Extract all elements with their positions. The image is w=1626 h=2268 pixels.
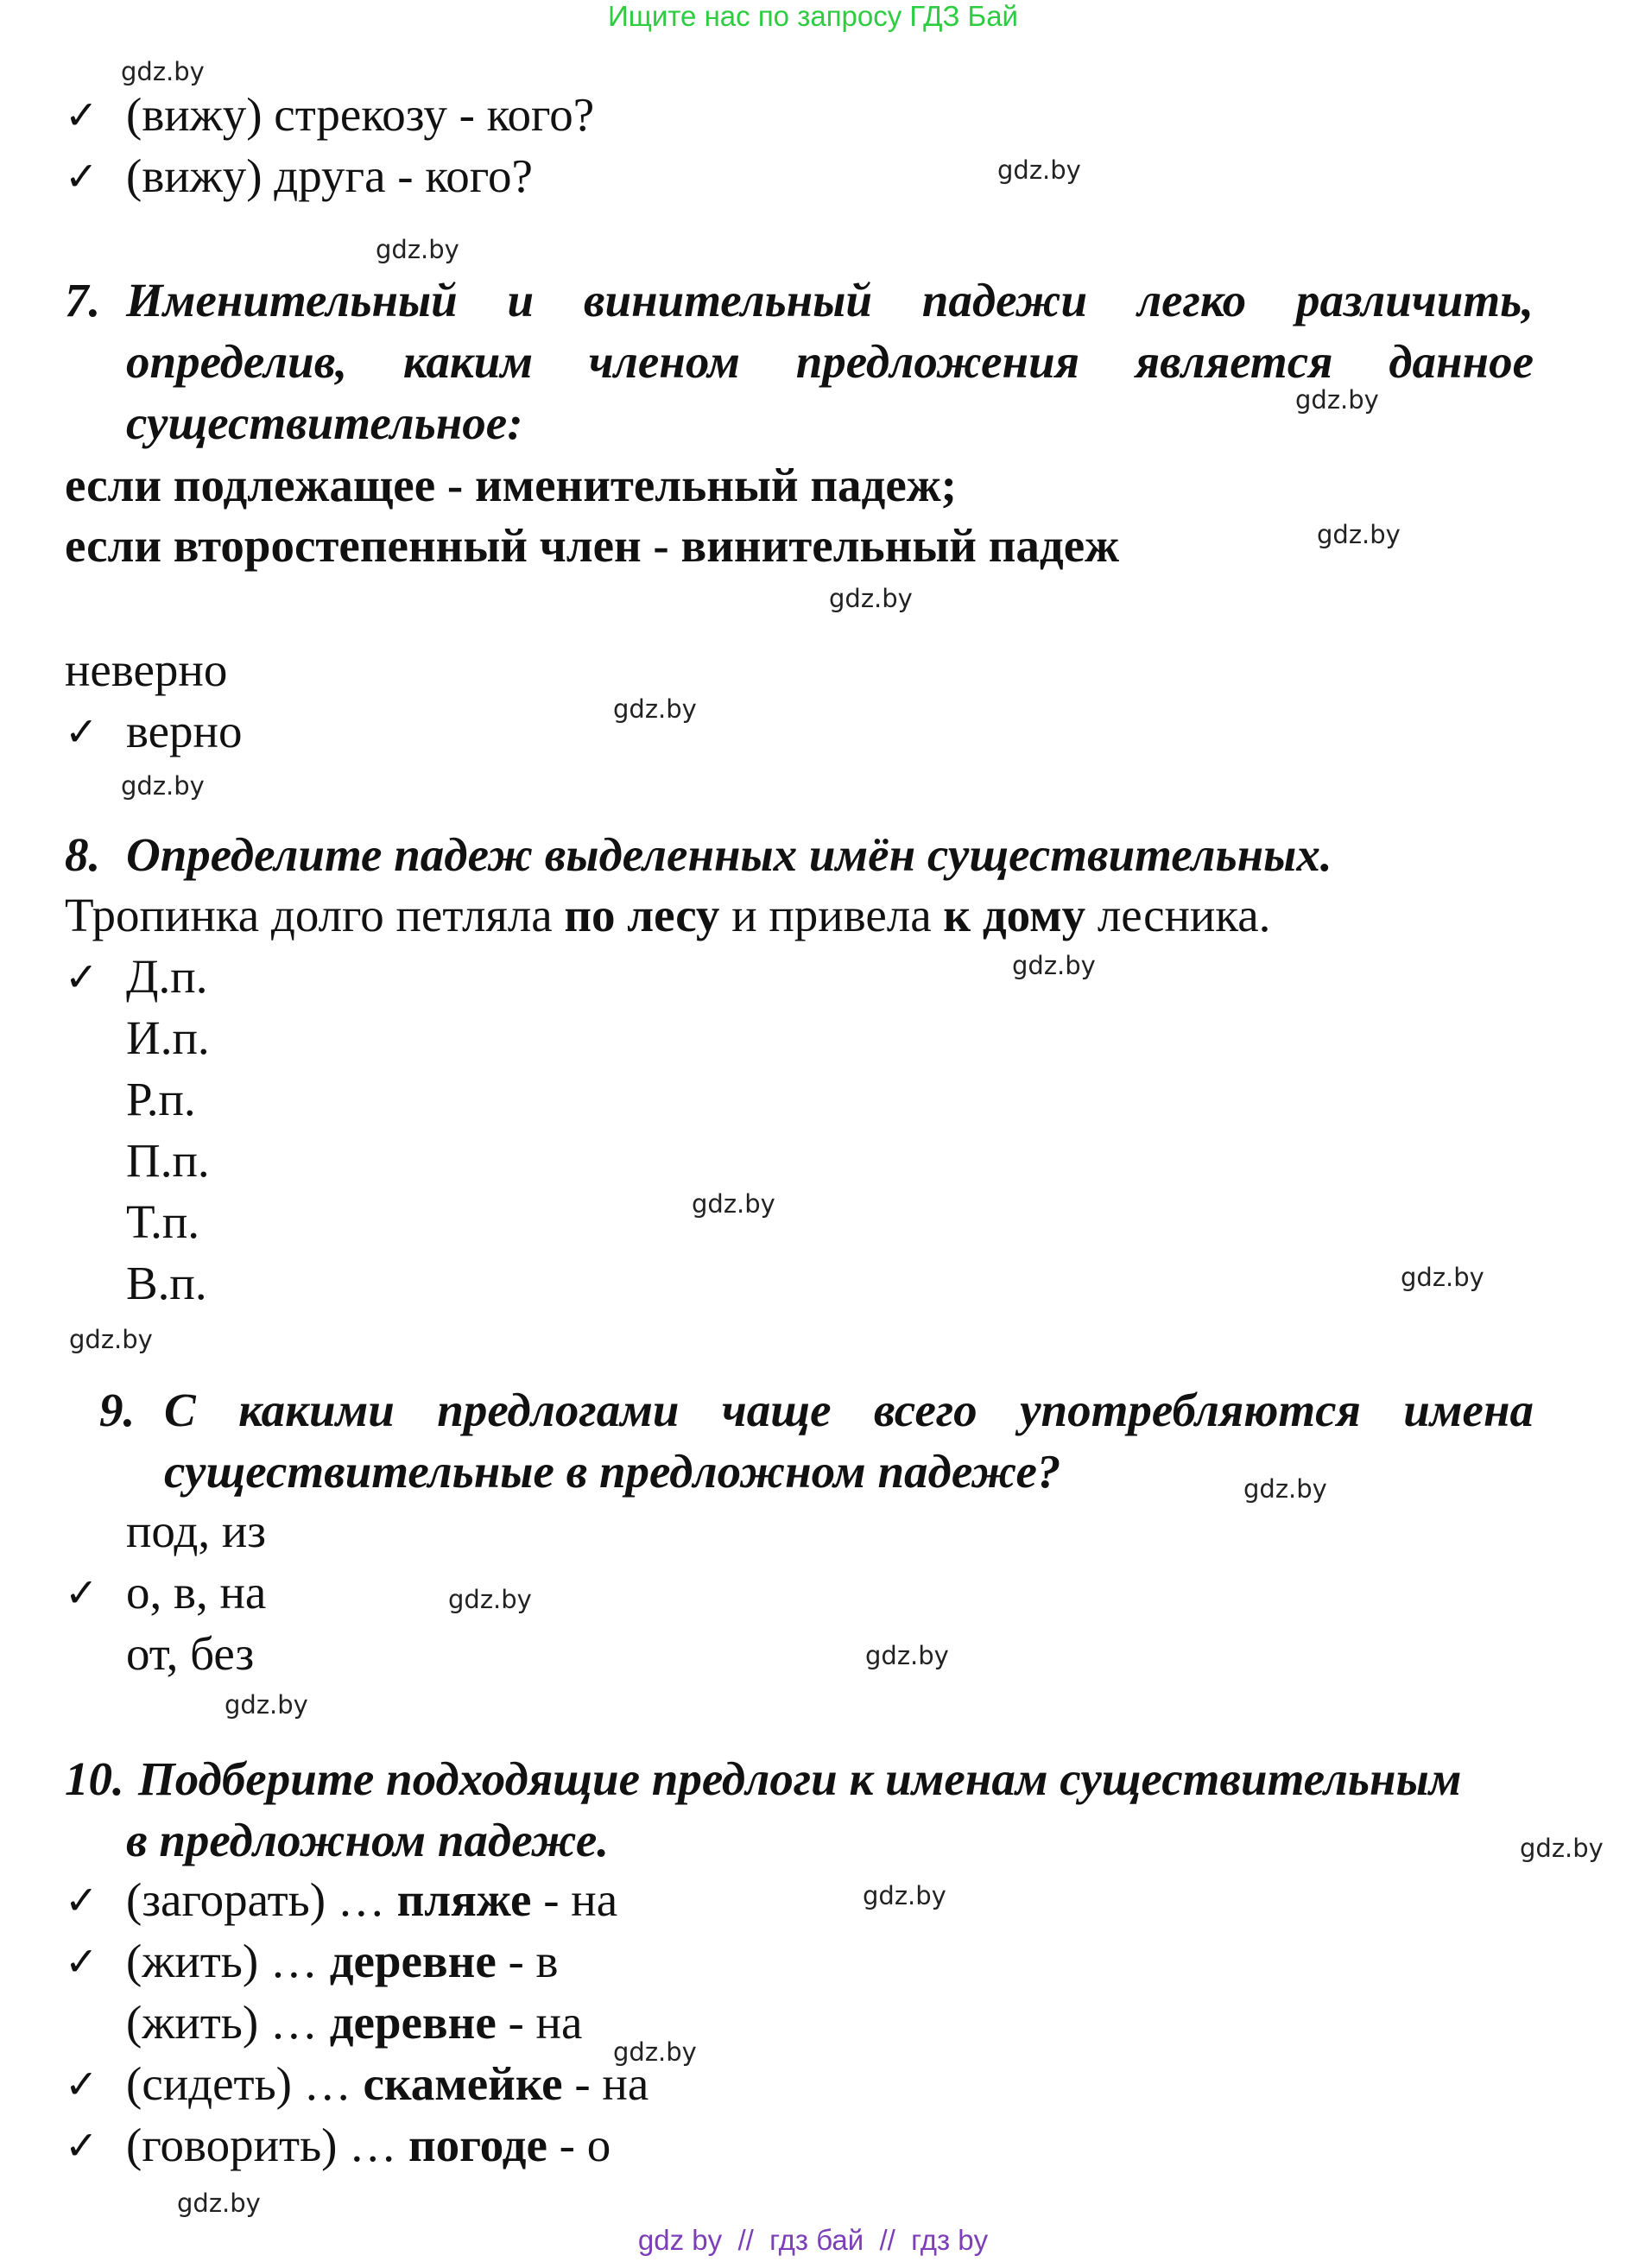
sentence-text: и привела: [719, 889, 944, 941]
check-icon: ✓: [65, 708, 98, 755]
watermark: gdz.by: [829, 584, 913, 613]
watermark: gdz.by: [997, 155, 1081, 185]
preposition-item: [126, 1872, 617, 1929]
verb-text: (жить) …: [126, 1996, 330, 2049]
example-sentence: [65, 887, 1270, 944]
answer-option-selected[interactable]: о, в, на: [126, 1566, 267, 1619]
answer-option[interactable]: под, из: [126, 1505, 266, 1557]
verb-text: (говорить) …: [126, 2119, 408, 2171]
preposition-item: [126, 2117, 611, 2174]
answer-text: - на: [496, 1996, 583, 2049]
question-text: С какими предлогами чаще всего употребляются имена: [164, 1384, 1534, 1436]
check-icon: ✓: [65, 953, 98, 1000]
watermark: gdz.by: [1520, 1834, 1604, 1863]
answer-option-selected[interactable]: верно: [126, 705, 243, 757]
sentence-text: Тропинка долго петляла: [65, 889, 565, 941]
answer-text: - о: [547, 2119, 611, 2171]
question-text: существительное:: [126, 396, 523, 449]
watermark: gdz.by: [448, 1585, 532, 1614]
question-text: в предложном падеже.: [126, 1814, 610, 1866]
verb-text: (жить) …: [126, 1935, 330, 1987]
watermark: gdz.by: [1012, 951, 1096, 980]
question-number: 10.: [65, 1752, 124, 1805]
question-number: 9.: [99, 1384, 136, 1436]
answer-text: - на: [531, 1873, 618, 1926]
question-number: 7.: [65, 274, 101, 326]
rule-text: если подлежащее - именительный падеж;: [65, 459, 957, 511]
watermark: gdz.by: [1317, 520, 1401, 549]
check-icon: ✓: [65, 153, 98, 200]
check-icon: ✓: [65, 1569, 98, 1616]
check-icon: ✓: [65, 1877, 98, 1923]
watermark: gdz.by: [121, 57, 205, 86]
question-number: 8.: [65, 828, 101, 881]
check-icon: ✓: [65, 1938, 98, 1985]
watermark: gdz.by: [1401, 1263, 1484, 1292]
answer-option: (вижу) друга - кого?: [126, 149, 533, 202]
rule-text: если второстепенный член - винительный падеж: [65, 519, 1120, 572]
answer-option[interactable]: Р.п.: [126, 1073, 196, 1125]
question-text: Определите падеж выделенных имён существительных.: [126, 828, 1332, 881]
watermark: gdz.by: [376, 235, 459, 264]
watermark: gdz.by: [121, 771, 205, 801]
check-icon: ✓: [65, 2122, 98, 2169]
watermark: gdz.by: [613, 2037, 697, 2067]
footer-banner[interactable]: gdz by // гдз бай // гдз by: [637, 2224, 989, 2256]
question-text: Подберите подходящие предлоги к именам существительным: [138, 1752, 1462, 1805]
watermark: gdz.by: [613, 694, 697, 724]
noun-text: деревне: [329, 1935, 497, 1987]
question-text: существительные в предложном падеже?: [164, 1445, 1061, 1498]
answer-text: - на: [562, 2057, 649, 2110]
question-text: Именительный и винительный падежи легко различить,: [126, 274, 1534, 326]
watermark: gdz.by: [69, 1325, 153, 1354]
answer-option[interactable]: В.п.: [126, 1257, 207, 1309]
watermark: gdz.by: [1295, 385, 1379, 415]
watermark: gdz.by: [1243, 1474, 1327, 1504]
preposition-item: [126, 1994, 582, 2051]
sentence-text: лесника.: [1085, 889, 1271, 941]
watermark: gdz.by: [865, 1641, 949, 1670]
watermark: gdz.by: [225, 1690, 308, 1720]
header-banner[interactable]: Ищите нас по запросу ГДЗ Бай: [608, 0, 1018, 32]
question-text: определив, каким членом предложения является данное: [126, 335, 1534, 388]
preposition-item: [126, 1933, 559, 1990]
highlighted-noun: к дому: [943, 889, 1086, 941]
answer-option: (вижу) стрекозу - кого?: [126, 88, 595, 141]
watermark: gdz.by: [863, 1881, 946, 1910]
answer-option[interactable]: Т.п.: [126, 1195, 200, 1248]
noun-text: скамейке: [363, 2057, 563, 2110]
answer-option-selected[interactable]: Д.п.: [126, 950, 208, 1003]
answer-option[interactable]: И.п.: [126, 1011, 210, 1064]
noun-text: погоде: [408, 2119, 547, 2171]
answer-option[interactable]: неверно: [65, 643, 228, 696]
answer-option[interactable]: П.п.: [126, 1134, 210, 1187]
check-icon: ✓: [65, 92, 98, 138]
preposition-item: [126, 2056, 649, 2113]
watermark: gdz.by: [692, 1189, 775, 1219]
noun-text: деревне: [329, 1996, 497, 2049]
verb-text: (сидеть) …: [126, 2057, 364, 2110]
check-icon: ✓: [65, 2061, 98, 2107]
answer-text: - в: [496, 1935, 559, 1987]
verb-text: (загорать) …: [126, 1873, 397, 1926]
answer-option[interactable]: от, без: [126, 1627, 255, 1680]
noun-text: пляже: [396, 1873, 532, 1926]
watermark: gdz.by: [177, 2189, 261, 2218]
highlighted-noun: по лесу: [564, 889, 720, 941]
